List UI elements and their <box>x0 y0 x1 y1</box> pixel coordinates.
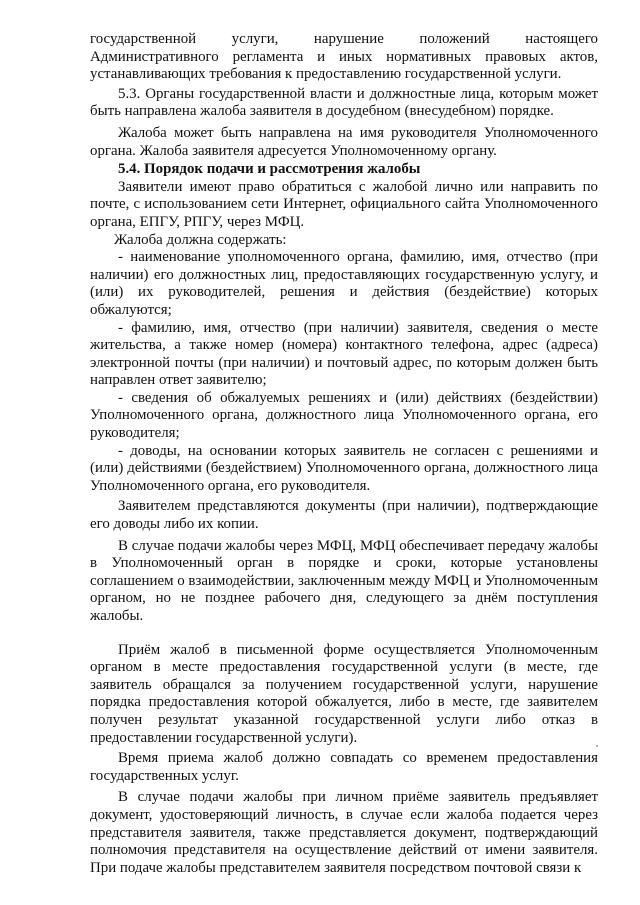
paragraph-submission-methods: Заявители имеют право обратиться с жалобой лично или направить по почте, с использованием сети Интернет, официального сайта Уполномоченного органа, ЕПГУ, РПГУ, через МФЦ. <box>90 178 598 230</box>
paragraph-complaint-addressee: Жалоба может быть направлена на имя руководителя Уполномоченного органа. Жалоба заявителя адресуется Уполномоченному органу. <box>90 124 598 159</box>
paragraph-5-3: 5.3. Органы государственной власти и должностные лица, которым может быть направлена жалоба заявителя в досудебном (внесудебном) порядке. <box>90 85 598 120</box>
scan-speck <box>596 745 598 747</box>
paragraph-complaint-contents-intro: Жалоба должна содержать: <box>114 231 287 248</box>
paragraph-supporting-documents: Заявителем представляются документы (при наличии), подтверждающие его доводы либо их копии. <box>90 498 598 533</box>
list-item-arguments: - доводы, на основании которых заявитель не согласен с решениями и (или) действиями (бездействием) Уполномоченного органа, должностного лица Уполномоченного органа, его руководителя. <box>90 442 598 494</box>
document-text <box>90 31 598 877</box>
list-item-authority-name: - наименование уполномоченного органа, фамилию, имя, отчество (при наличии) его должностных лиц, предоставляющих государственную услугу, и (или) их руководителей, решения и действия (бездействие) которых обжалуются; <box>90 249 598 318</box>
list-item-appealed-decisions: - сведения об обжалуемых решениях и (или) действиях (бездействии) Уполномоченного органа, должностного лица Уполномоченного органа, его руководителя; <box>90 389 598 442</box>
paragraph-mfc-submission: В случае подачи жалобы через МФЦ, МФЦ обеспечивает передачу жалобы в Уполномоченный орган в порядке и сроки, которые установлены соглашением о взаимодействии, заключенным между МФЦ и Уполномоченным органом, но не позднее рабочего дня, следующего за днём поступления жалобы. <box>90 537 598 624</box>
paragraph-written-reception: Приём жалоб в письменной форме осуществляется Уполномоченным органом в месте предоставления государственной услуги (в месте, где заявитель обращался за получением государственной услуги, нарушение порядка предоставления которой обжалуется, либо в месте, где заявителем получен результат указанной государственной услуги либо отказ в предоставлении государственной услуги). <box>90 641 598 746</box>
list-item-applicant-details: - фамилию, имя, отчество (при наличии) заявителя, сведения о месте жительства, а также номер (номера) контактного телефона, адрес (адреса) электронной почты (при наличии) и почтовый адрес, по которым должен быть направлен ответ заявителю; <box>90 319 598 389</box>
paragraph-personal-reception: В случае подачи жалобы при личном приёме заявитель предъявляет документ, удостоверяющий личность, в случае если жалоба подается через представителя заявителя, также представляется документ, подтверждающий полномочия представителя на осуществление действий от имени заявителя. При подаче жалобы представителем заявителя посредством почтовой связи к <box>90 789 598 876</box>
section-heading-5-4: 5.4. Порядок подачи и рассмотрения жалобы <box>118 161 421 178</box>
paragraph-continuation: государственной услуги, нарушение положений настоящего Административного регламента и иных нормативных правовых актов, устанавливающих требования к предоставлению государственной услуги. <box>90 31 598 83</box>
paragraph-reception-time: Время приема жалоб должно совпадать со временем предоставления государственных услуг. <box>90 750 598 784</box>
